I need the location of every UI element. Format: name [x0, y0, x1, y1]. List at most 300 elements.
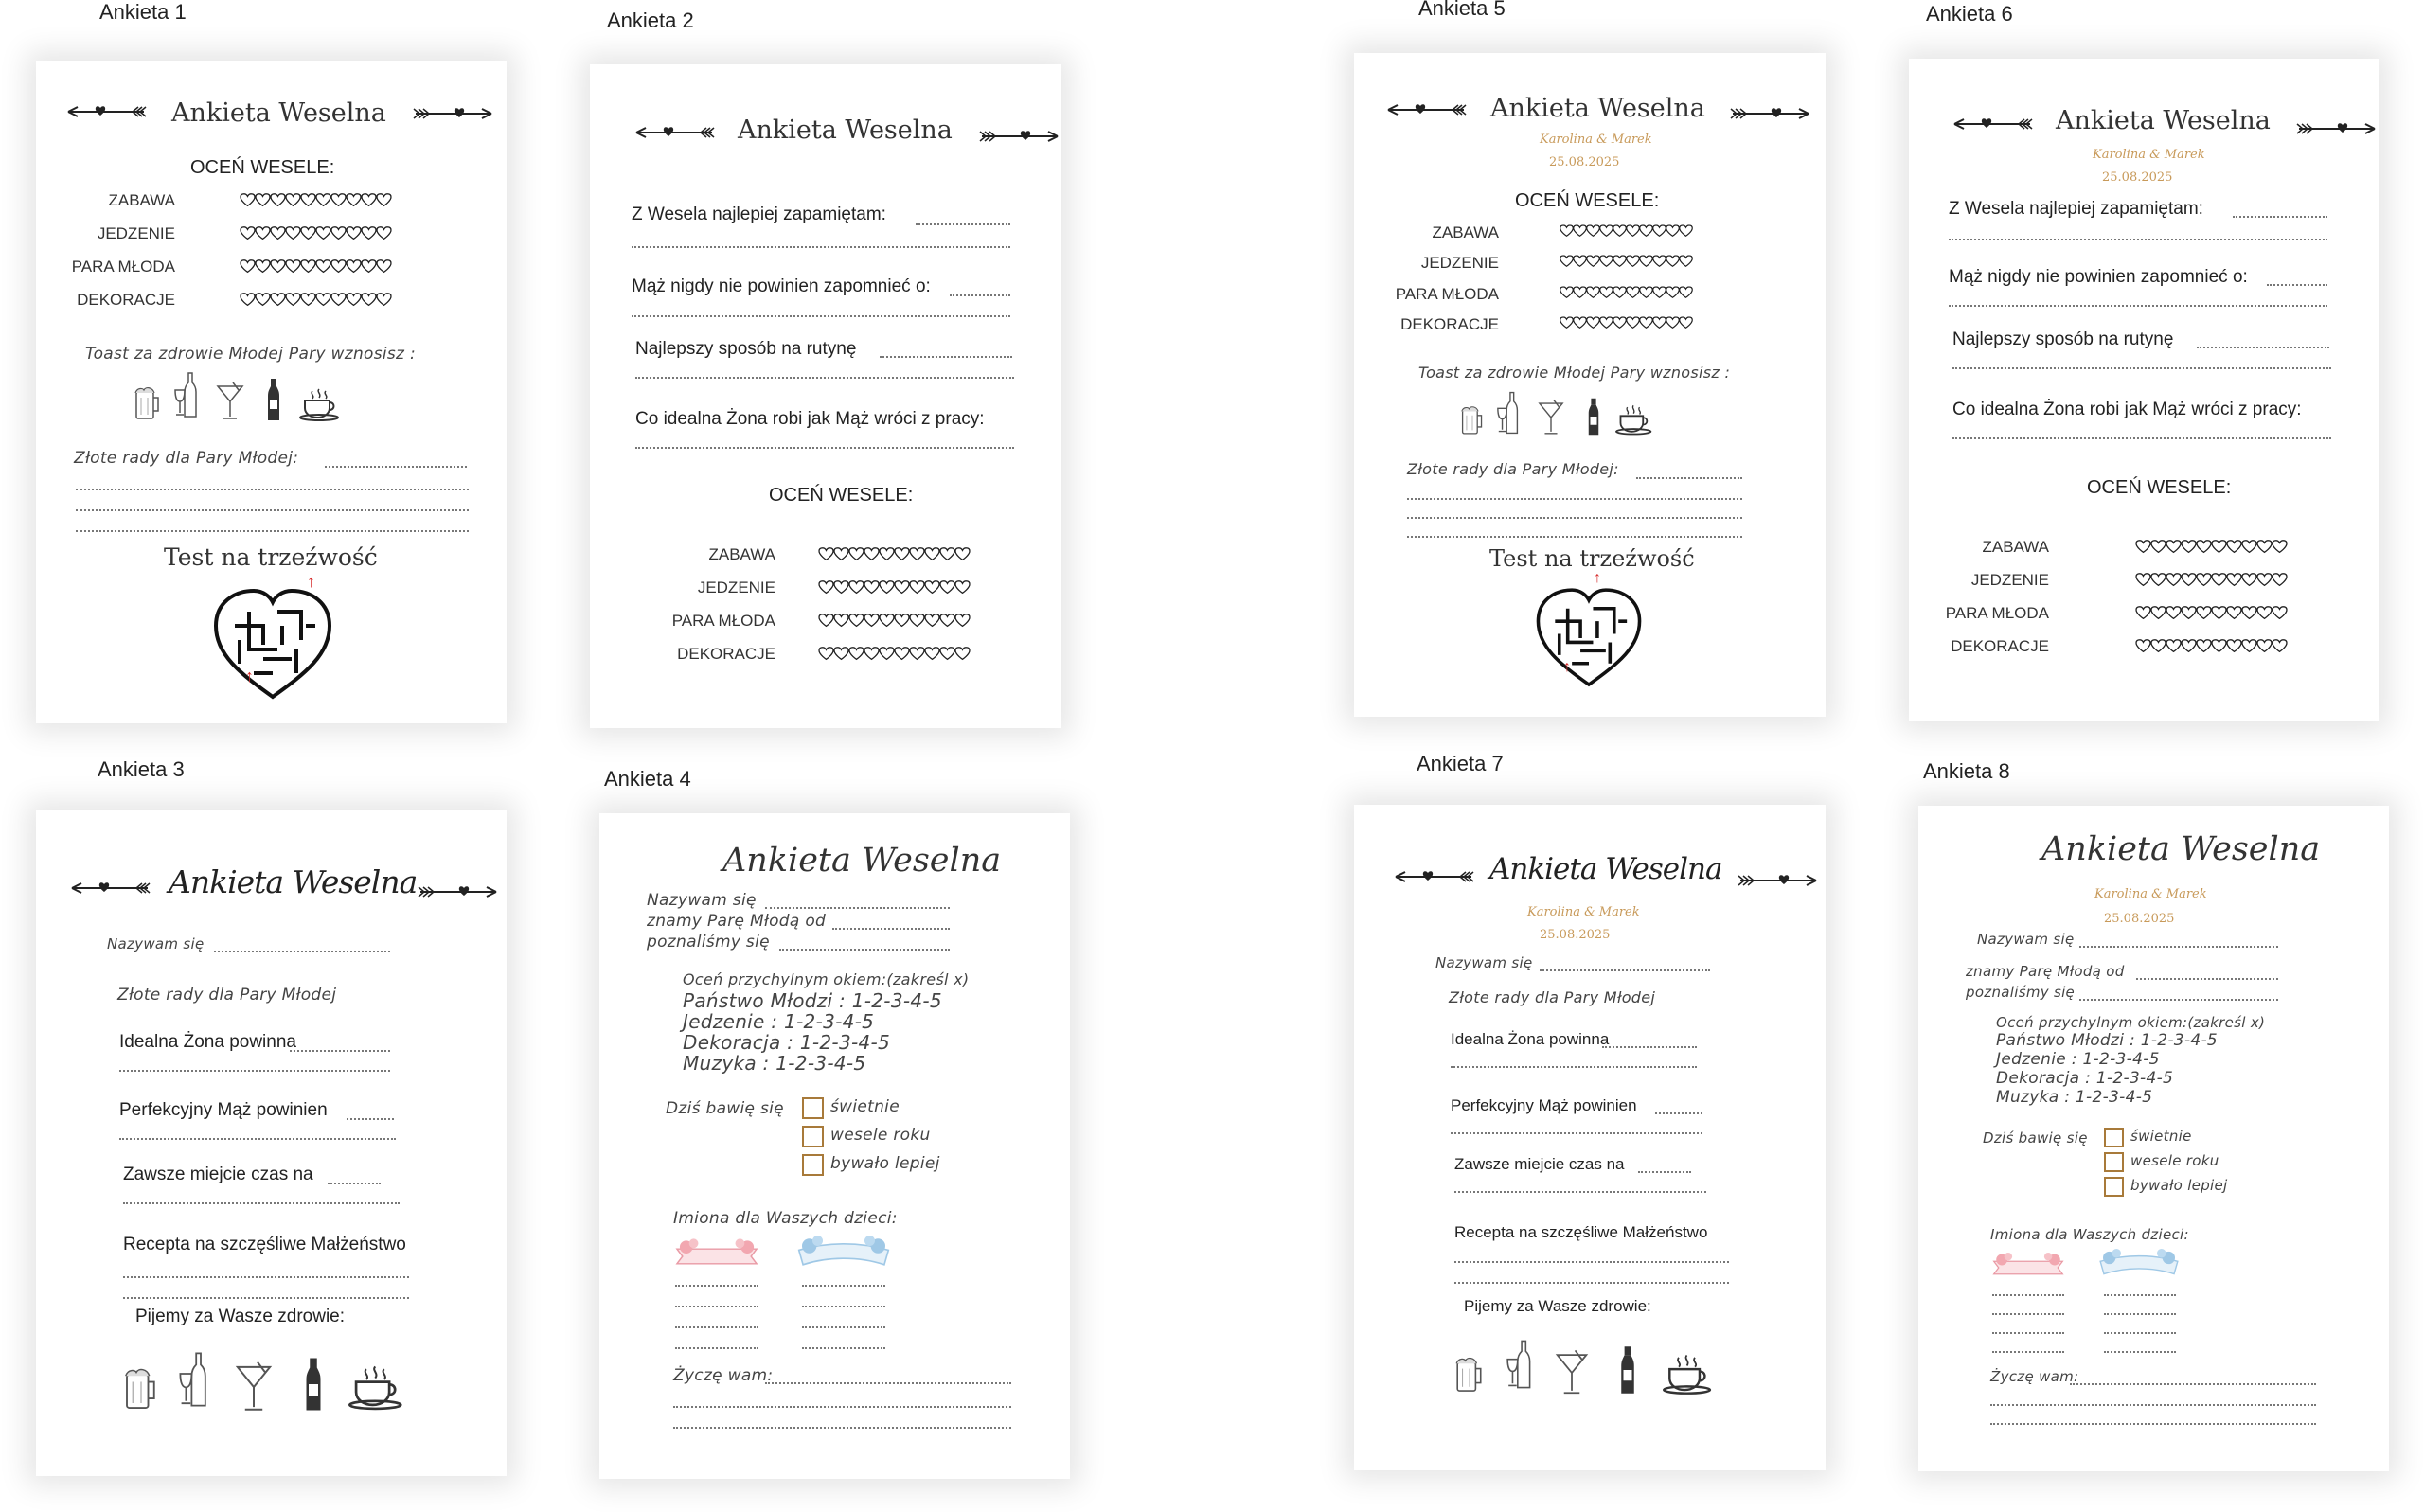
- heart-icon[interactable]: [954, 580, 971, 595]
- vodka-icon[interactable]: [304, 1356, 323, 1413]
- answer-line[interactable]: [1990, 1423, 2316, 1425]
- heart-icon[interactable]: [300, 259, 316, 274]
- heart-icon[interactable]: [2256, 540, 2272, 554]
- heart-icon[interactable]: [2196, 573, 2212, 587]
- coffee-icon[interactable]: [1663, 1352, 1716, 1396]
- heart-icon[interactable]: [240, 293, 256, 307]
- answer-line[interactable]: [347, 1118, 394, 1120]
- heart-icon[interactable]: [2272, 540, 2288, 554]
- heart-icon[interactable]: [2196, 540, 2212, 554]
- heart-icon[interactable]: [833, 547, 849, 561]
- heart-icon[interactable]: [2211, 639, 2227, 653]
- heart-icon[interactable]: [879, 547, 895, 561]
- heart-icon[interactable]: [2211, 606, 2227, 620]
- heart-icon[interactable]: [2241, 606, 2257, 620]
- heart-icon[interactable]: [346, 226, 362, 240]
- heart-icon[interactable]: [833, 647, 849, 661]
- answer-line[interactable]: [1454, 1282, 1729, 1284]
- heart-icon[interactable]: [2272, 606, 2288, 620]
- heart-icon[interactable]: [1679, 255, 1693, 268]
- heart-icon[interactable]: [1560, 255, 1574, 268]
- heart-icon[interactable]: [300, 293, 316, 307]
- heart-icon[interactable]: [1586, 224, 1600, 238]
- answer-line[interactable]: [916, 223, 1010, 225]
- beer-icon[interactable]: [1454, 1354, 1485, 1396]
- heart-icon[interactable]: [270, 259, 286, 274]
- heart-icon[interactable]: [939, 614, 955, 628]
- answer-line[interactable]: [1655, 1112, 1702, 1114]
- heart-icon[interactable]: [939, 647, 955, 661]
- heart-icon[interactable]: [255, 293, 271, 307]
- heart-icon[interactable]: [2226, 639, 2242, 653]
- answer-line[interactable]: [1451, 1132, 1702, 1134]
- wine-icon[interactable]: [178, 1346, 212, 1413]
- answer-line[interactable]: [1407, 517, 1742, 519]
- heart-icon[interactable]: [2196, 606, 2212, 620]
- heart-icon[interactable]: [864, 580, 880, 595]
- heart-icon[interactable]: [376, 293, 392, 307]
- wine-icon[interactable]: [1506, 1335, 1536, 1394]
- heart-icon[interactable]: [909, 547, 925, 561]
- heart-rating[interactable]: [1560, 224, 1692, 241]
- heart-icon[interactable]: [2181, 639, 2197, 653]
- answer-line[interactable]: [1949, 239, 2327, 240]
- heart-icon[interactable]: [1613, 255, 1627, 268]
- heart-icon[interactable]: [270, 293, 286, 307]
- heart-icon[interactable]: [2166, 540, 2182, 554]
- heart-icon[interactable]: [864, 647, 880, 661]
- heart-rating[interactable]: [818, 580, 970, 597]
- heart-icon[interactable]: [315, 259, 331, 274]
- vodka-icon[interactable]: [266, 377, 281, 422]
- question-label: Recepta na szczęśliwe Małżeństwo: [1454, 1223, 1708, 1241]
- heart-icon[interactable]: [1652, 224, 1666, 238]
- answer-line[interactable]: [1952, 367, 2331, 369]
- coffee-icon[interactable]: [299, 387, 343, 421]
- answer-line[interactable]: [675, 1326, 758, 1328]
- heart-icon[interactable]: [2272, 639, 2288, 653]
- heart-rating[interactable]: [2135, 639, 2287, 656]
- heart-icon[interactable]: [1639, 286, 1653, 299]
- heart-rating[interactable]: [2135, 573, 2287, 590]
- heart-icon[interactable]: [361, 293, 377, 307]
- heart-icon[interactable]: [2226, 540, 2242, 554]
- coffee-icon[interactable]: [1615, 403, 1655, 436]
- name-label: Nazywam się: [647, 891, 757, 910]
- heart-icon[interactable]: [361, 259, 377, 274]
- heart-icon[interactable]: [315, 226, 331, 240]
- heart-icon[interactable]: [2256, 573, 2272, 587]
- heart-icon[interactable]: [255, 193, 271, 207]
- heart-icon[interactable]: [954, 614, 971, 628]
- rate-heading: OCEŃ WESELE:: [769, 485, 914, 506]
- heart-icon[interactable]: [848, 547, 864, 561]
- answer-line[interactable]: [673, 1427, 1011, 1429]
- heart-rating[interactable]: [818, 647, 970, 664]
- heart-icon[interactable]: [1626, 255, 1640, 268]
- maze-heart-icon[interactable]: [211, 583, 334, 706]
- heart-icon[interactable]: [285, 193, 301, 207]
- rate-label: ZABAWA: [1432, 223, 1499, 241]
- heart-icon[interactable]: [924, 647, 940, 661]
- heart-icon[interactable]: [1573, 255, 1587, 268]
- heart-icon[interactable]: [818, 614, 834, 628]
- heart-icon[interactable]: [894, 580, 910, 595]
- answer-line[interactable]: [328, 1183, 381, 1184]
- heart-icon[interactable]: [1652, 255, 1666, 268]
- survey-card-8: [1918, 806, 2389, 1471]
- heart-icon[interactable]: [1666, 224, 1680, 238]
- heart-icon[interactable]: [270, 226, 286, 240]
- heart-icon[interactable]: [1599, 316, 1613, 329]
- heart-icon[interactable]: [346, 293, 362, 307]
- heart-icon[interactable]: [2181, 606, 2197, 620]
- answer-line[interactable]: [2079, 946, 2278, 948]
- heart-icon[interactable]: [346, 193, 362, 207]
- answer-line[interactable]: [1992, 1332, 2064, 1334]
- answer-line[interactable]: [632, 315, 1010, 317]
- answer-line[interactable]: [802, 1326, 885, 1328]
- survey-card-1: [36, 61, 507, 723]
- answer-line[interactable]: [1407, 498, 1742, 500]
- answer-line[interactable]: [765, 907, 950, 909]
- answer-line[interactable]: [1451, 1066, 1697, 1068]
- heart-icon[interactable]: [2150, 540, 2166, 554]
- heart-icon[interactable]: [924, 614, 940, 628]
- vodka-icon[interactable]: [1619, 1344, 1636, 1396]
- heart-icon[interactable]: [1639, 224, 1653, 238]
- heart-rating[interactable]: [818, 547, 970, 564]
- heart-icon[interactable]: [1613, 286, 1627, 299]
- beer-icon[interactable]: [1460, 403, 1485, 437]
- heart-icon[interactable]: [285, 226, 301, 240]
- heart-icon[interactable]: [2226, 573, 2242, 587]
- answer-line[interactable]: [802, 1306, 885, 1307]
- coffee-icon[interactable]: [348, 1363, 407, 1411]
- arrow-right-icon: [976, 129, 1061, 144]
- answer-line[interactable]: [2233, 216, 2327, 218]
- heart-icon[interactable]: [240, 226, 256, 240]
- heart-icon[interactable]: [1599, 255, 1613, 268]
- heart-icon[interactable]: [1613, 316, 1627, 329]
- answer-line[interactable]: [1540, 969, 1710, 971]
- answer-line[interactable]: [76, 530, 469, 532]
- survey-card-6: [1909, 59, 2379, 721]
- heart-icon[interactable]: [909, 647, 925, 661]
- heart-icon[interactable]: [1586, 286, 1600, 299]
- heart-rating[interactable]: [1560, 255, 1692, 272]
- known-since-label: znamy Parę Młodą od: [647, 912, 827, 931]
- heart-icon[interactable]: [1626, 316, 1640, 329]
- heart-icon[interactable]: [2196, 639, 2212, 653]
- heart-icon[interactable]: [1652, 316, 1666, 329]
- answer-line[interactable]: [123, 1202, 400, 1204]
- answer-line[interactable]: [673, 1406, 1011, 1408]
- heart-icon[interactable]: [255, 226, 271, 240]
- heart-icon[interactable]: [2150, 573, 2166, 587]
- answer-line[interactable]: [2267, 284, 2327, 286]
- answer-line[interactable]: [2197, 347, 2329, 348]
- beer-icon[interactable]: [123, 1365, 159, 1413]
- heart-icon[interactable]: [330, 259, 347, 274]
- answer-line[interactable]: [1638, 1171, 1691, 1173]
- heart-icon[interactable]: [833, 614, 849, 628]
- answer-line[interactable]: [1636, 477, 1742, 479]
- answer-line[interactable]: [2104, 1332, 2176, 1334]
- heart-icon[interactable]: [1573, 224, 1587, 238]
- answer-line[interactable]: [765, 1382, 1011, 1384]
- heart-icon[interactable]: [1586, 316, 1600, 329]
- answer-line[interactable]: [2104, 1294, 2176, 1296]
- answer-line[interactable]: [214, 951, 390, 952]
- answer-line[interactable]: [2079, 999, 2278, 1001]
- answer-line[interactable]: [123, 1297, 409, 1299]
- heart-icon[interactable]: [1586, 255, 1600, 268]
- answer-line[interactable]: [1992, 1294, 2064, 1296]
- heart-icon[interactable]: [255, 259, 271, 274]
- answer-line[interactable]: [2136, 978, 2278, 980]
- heart-icon[interactable]: [939, 580, 955, 595]
- heart-icon[interactable]: [1560, 286, 1574, 299]
- rate-heading: OCEŃ WESELE:: [2087, 477, 2232, 498]
- card-label: Ankieta 1: [99, 0, 187, 24]
- heart-icon[interactable]: [924, 580, 940, 595]
- answer-line[interactable]: [2070, 1383, 2316, 1385]
- arrow-right-icon: [410, 106, 495, 121]
- heart-icon[interactable]: [1599, 286, 1613, 299]
- heart-icon[interactable]: [1626, 224, 1640, 238]
- heart-icon[interactable]: [954, 647, 971, 661]
- heart-rating[interactable]: [2135, 540, 2287, 557]
- heart-icon[interactable]: [315, 293, 331, 307]
- heart-icon[interactable]: [285, 259, 301, 274]
- pink-ribbon-icon: [675, 1237, 758, 1275]
- heart-icon[interactable]: [1560, 224, 1574, 238]
- heart-icon[interactable]: [376, 193, 392, 207]
- arrow-right-icon: [415, 884, 500, 899]
- met-label: poznaliśmy się: [1966, 984, 2076, 1001]
- heart-icon[interactable]: [2150, 606, 2166, 620]
- heart-icon[interactable]: [1679, 316, 1693, 329]
- heart-icon[interactable]: [894, 547, 910, 561]
- martini-icon[interactable]: [235, 1360, 273, 1414]
- answer-line[interactable]: [119, 1070, 390, 1072]
- answer-line[interactable]: [950, 294, 1010, 296]
- heart-icon[interactable]: [818, 547, 834, 561]
- heart-icon[interactable]: [1599, 224, 1613, 238]
- answer-line[interactable]: [1949, 305, 2327, 307]
- heart-icon[interactable]: [1639, 316, 1653, 329]
- answer-line[interactable]: [1454, 1261, 1729, 1263]
- option-checkbox[interactable]: [2104, 1177, 2124, 1197]
- answer-line[interactable]: [880, 356, 1012, 358]
- heart-icon[interactable]: [330, 226, 347, 240]
- heart-icon[interactable]: [2135, 540, 2151, 554]
- heart-icon[interactable]: [1666, 286, 1680, 299]
- heart-icon[interactable]: [1573, 286, 1587, 299]
- heart-icon[interactable]: [894, 647, 910, 661]
- option-checkbox[interactable]: [802, 1097, 824, 1119]
- heart-icon[interactable]: [1613, 224, 1627, 238]
- heart-icon[interactable]: [1666, 255, 1680, 268]
- heart-icon[interactable]: [924, 547, 940, 561]
- heart-icon[interactable]: [818, 580, 834, 595]
- name-label: Nazywam się: [107, 935, 205, 952]
- blue-ribbon-icon: [2098, 1249, 2180, 1285]
- heart-icon[interactable]: [2166, 606, 2182, 620]
- heart-icon[interactable]: [285, 293, 301, 307]
- arrow-up-icon: ↑: [1594, 570, 1601, 586]
- wedding-date: 25.08.2025: [2104, 912, 2175, 926]
- heart-icon[interactable]: [818, 647, 834, 661]
- option-checkbox[interactable]: [2104, 1128, 2124, 1147]
- answer-line[interactable]: [1602, 1046, 1697, 1048]
- heart-icon[interactable]: [376, 226, 392, 240]
- heart-icon[interactable]: [2241, 639, 2257, 653]
- heart-icon[interactable]: [2166, 573, 2182, 587]
- heart-icon[interactable]: [2256, 606, 2272, 620]
- martini-icon[interactable]: [1538, 398, 1564, 437]
- heart-icon[interactable]: [2241, 573, 2257, 587]
- heart-icon[interactable]: [879, 580, 895, 595]
- heart-icon[interactable]: [848, 614, 864, 628]
- heart-icon[interactable]: [1666, 316, 1680, 329]
- answer-line[interactable]: [1992, 1351, 2064, 1353]
- heart-rating[interactable]: [240, 226, 391, 243]
- heart-icon[interactable]: [330, 293, 347, 307]
- card-title: Ankieta Weselna: [2041, 830, 2321, 868]
- heart-icon[interactable]: [1639, 255, 1653, 268]
- heart-icon[interactable]: [300, 226, 316, 240]
- answer-line[interactable]: [632, 246, 1010, 248]
- heart-icon[interactable]: [240, 259, 256, 274]
- heart-icon[interactable]: [2211, 540, 2227, 554]
- question-label: Co idealna Żona robi jak Mąż wróci z pracy:: [635, 409, 985, 429]
- answer-line[interactable]: [802, 1347, 885, 1349]
- rating-row: Muzyka : 1-2-3-4-5: [1996, 1088, 2153, 1107]
- survey-card-4: [599, 813, 1070, 1479]
- vodka-icon[interactable]: [1587, 396, 1600, 437]
- wine-icon[interactable]: [173, 371, 202, 418]
- heart-icon[interactable]: [909, 614, 925, 628]
- answer-line[interactable]: [290, 1050, 390, 1052]
- answer-line[interactable]: [325, 466, 467, 468]
- fun-label: Dziś bawię się: [1983, 1130, 2088, 1147]
- question-label: Najlepszy sposób na rutynę: [1952, 329, 2174, 349]
- answer-line[interactable]: [779, 949, 950, 951]
- heart-rating[interactable]: [1560, 286, 1692, 303]
- answer-line[interactable]: [119, 1138, 396, 1140]
- answer-line[interactable]: [1992, 1313, 2064, 1315]
- heart-icon[interactable]: [1626, 286, 1640, 299]
- heart-icon[interactable]: [1652, 286, 1666, 299]
- heart-icon[interactable]: [833, 580, 849, 595]
- heart-icon[interactable]: [330, 193, 347, 207]
- heart-icon[interactable]: [2256, 639, 2272, 653]
- wine-icon[interactable]: [1496, 390, 1523, 436]
- beer-icon[interactable]: [134, 384, 162, 422]
- heart-icon[interactable]: [2135, 606, 2151, 620]
- heart-rating[interactable]: [240, 293, 391, 310]
- answer-line[interactable]: [802, 1285, 885, 1287]
- option-checkbox[interactable]: [802, 1126, 824, 1147]
- heart-icon[interactable]: [240, 193, 256, 207]
- option-checkbox[interactable]: [2104, 1152, 2124, 1172]
- answer-line[interactable]: [76, 509, 469, 511]
- heart-icon[interactable]: [376, 259, 392, 274]
- heart-rating[interactable]: [240, 259, 391, 276]
- heart-icon[interactable]: [2166, 639, 2182, 653]
- heart-icon[interactable]: [879, 647, 895, 661]
- heart-icon[interactable]: [2181, 540, 2197, 554]
- answer-line[interactable]: [675, 1306, 758, 1307]
- card-title: Ankieta Weselna: [2056, 106, 2271, 135]
- heart-icon[interactable]: [2135, 573, 2151, 587]
- wedding-date: 25.08.2025: [1540, 928, 1611, 942]
- heart-icon[interactable]: [361, 226, 377, 240]
- answer-line[interactable]: [635, 447, 1014, 449]
- heart-icon[interactable]: [954, 547, 971, 561]
- option-checkbox[interactable]: [802, 1154, 824, 1176]
- heart-rating[interactable]: [240, 193, 391, 210]
- heart-icon[interactable]: [300, 193, 316, 207]
- heart-icon[interactable]: [2226, 606, 2242, 620]
- heart-icon[interactable]: [270, 193, 286, 207]
- answer-line[interactable]: [675, 1347, 758, 1349]
- heart-icon[interactable]: [848, 580, 864, 595]
- card-label: Ankieta 8: [1923, 759, 2010, 783]
- martini-icon[interactable]: [1555, 1348, 1589, 1397]
- answer-line[interactable]: [1407, 536, 1742, 538]
- heart-icon[interactable]: [2272, 573, 2288, 587]
- heart-icon[interactable]: [1679, 224, 1693, 238]
- heart-icon[interactable]: [346, 259, 362, 274]
- heart-icon[interactable]: [315, 193, 331, 207]
- heart-icon[interactable]: [939, 547, 955, 561]
- heart-icon[interactable]: [2241, 540, 2257, 554]
- heart-icon[interactable]: [361, 193, 377, 207]
- answer-line[interactable]: [76, 489, 469, 490]
- answer-line[interactable]: [832, 928, 950, 930]
- heart-icon[interactable]: [1560, 316, 1574, 329]
- heart-icon[interactable]: [1679, 286, 1693, 299]
- answer-line[interactable]: [1952, 437, 2331, 439]
- martini-icon[interactable]: [216, 381, 244, 422]
- heart-icon[interactable]: [2211, 573, 2227, 587]
- answer-line[interactable]: [2104, 1351, 2176, 1353]
- heart-icon[interactable]: [1573, 316, 1587, 329]
- answer-line[interactable]: [2104, 1313, 2176, 1315]
- heart-icon[interactable]: [2150, 639, 2166, 653]
- maze-heart-icon[interactable]: [1534, 583, 1644, 693]
- answer-line[interactable]: [635, 377, 1014, 379]
- answer-line[interactable]: [675, 1285, 758, 1287]
- heart-icon[interactable]: [2181, 573, 2197, 587]
- heart-icon[interactable]: [909, 580, 925, 595]
- heart-rating[interactable]: [1560, 316, 1692, 333]
- heart-icon[interactable]: [864, 547, 880, 561]
- heart-icon[interactable]: [894, 614, 910, 628]
- heart-rating[interactable]: [2135, 606, 2287, 623]
- heart-icon[interactable]: [848, 647, 864, 661]
- answer-line[interactable]: [1454, 1191, 1706, 1193]
- heart-icon[interactable]: [864, 614, 880, 628]
- answer-line[interactable]: [123, 1276, 409, 1278]
- heart-rating[interactable]: [818, 614, 970, 631]
- answer-line[interactable]: [1990, 1404, 2316, 1406]
- heart-icon[interactable]: [2135, 639, 2151, 653]
- heart-icon[interactable]: [879, 614, 895, 628]
